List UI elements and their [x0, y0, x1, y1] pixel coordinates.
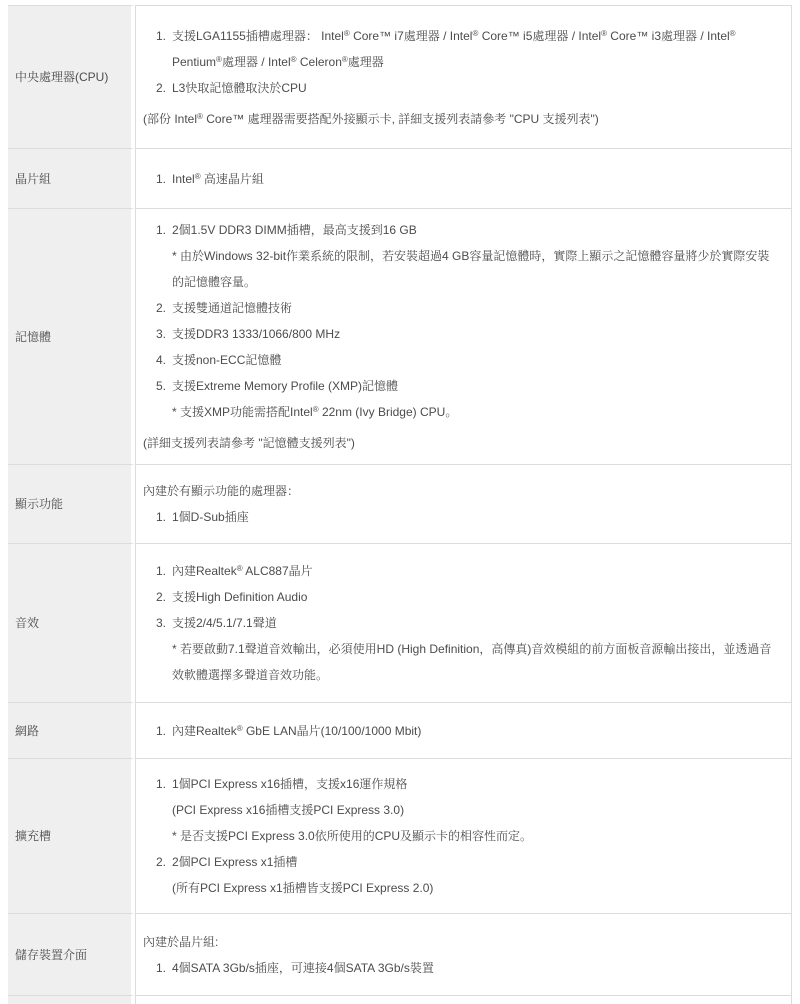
item-body [172, 166, 781, 192]
row-content [135, 995, 792, 1004]
item-body [172, 955, 781, 981]
row-items [143, 558, 781, 688]
item-note: (PCI Express x16插槽支援PCI Express 3.0) [172, 803, 405, 817]
row-label: 中央處理器(CPU) [8, 5, 135, 148]
list-item [156, 217, 781, 295]
item-number: 3. [156, 616, 167, 630]
item-body [172, 849, 781, 901]
item-number: 1. [156, 171, 167, 186]
item-note: * 若要啟動7.1聲道音效輸出，必須使用HD (High Definition，高傳真)音效模組的前方面板音源輸出接出，並透過音效軟體選擇多聲道音效功能。 [172, 642, 772, 682]
row-label: 晶片組 [8, 148, 135, 208]
list-item [156, 166, 781, 192]
item-number: 2. [156, 80, 167, 95]
list-item [156, 718, 781, 744]
item-number: 2. [156, 301, 167, 315]
item-number: 1. [156, 564, 167, 578]
item-note: * 由於Windows 32-bit作業系統的限制，若安裝超過4 GB容量記憶體時，實際上顯示之記憶體容量將少於實際安裝的記憶體容量。 [172, 249, 770, 289]
item-note: (所有PCI Express x1插槽皆支援PCI Express 2.0) [172, 881, 434, 895]
item-text: 4個SATA 3Gb/s插座，可連接4個SATA 3Gb/s裝置 [172, 960, 434, 975]
spec-table-body [8, 5, 792, 1004]
item-text: 支援2/4/5.1/7.1聲道 [172, 616, 277, 630]
row-label: 記憶體 [8, 208, 135, 464]
item-number: 1. [156, 723, 167, 738]
row-content [135, 913, 792, 995]
item-number: 4. [156, 353, 167, 367]
list-item [156, 504, 781, 530]
row-items [143, 23, 781, 101]
list-item [156, 295, 781, 321]
list-item [156, 849, 781, 901]
list-item [156, 610, 781, 688]
item-number: 5. [156, 379, 167, 393]
item-body [172, 321, 781, 347]
item-text: Intel® 高速晶片組 [172, 171, 264, 186]
row-content [135, 208, 792, 464]
item-body [172, 373, 781, 425]
item-body [172, 75, 781, 101]
row-items [143, 955, 781, 981]
item-note: * 是否支援PCI Express 3.0依所使用的CPU及顯示卡的相容性而定。 [172, 829, 533, 843]
item-text: 2個1.5V DDR3 DIMM插槽，最高支援到16 GB [172, 223, 417, 237]
row-content [135, 5, 792, 148]
item-text: 1個D-Sub插座 [172, 510, 249, 524]
row-intro: 內建於有顯示功能的處理器： [143, 484, 300, 498]
item-note: * 支援XMP功能需搭配Intel® 22nm (Ivy Bridge) CPU。 [172, 405, 458, 419]
row-items [143, 718, 781, 744]
row-intro: 內建於晶片組: [143, 934, 219, 949]
item-number: 1. [156, 223, 167, 237]
item-text: 支援non-ECC記憶體 [172, 353, 282, 367]
list-item [156, 771, 781, 849]
row-items [143, 217, 781, 425]
list-item [156, 347, 781, 373]
item-text: L3快取記憶體取決於CPU [172, 80, 307, 95]
item-text: 支援LGA1155插槽處理器： Intel® Core™ i7處理器 / Intel® Core™ i5處理器 / Intel® Core™ i3處理器 / Intel® Pentium®處理器 / Intel® Celeron®處理器 [172, 28, 736, 69]
row-content [135, 702, 792, 758]
row-label: 網路 [8, 702, 135, 758]
item-text: 支援Extreme Memory Profile (XMP)記憶體 [172, 379, 399, 393]
item-text: 1個PCI Express x16插槽，支援x16運作規格 [172, 777, 408, 791]
table-row [8, 464, 792, 543]
list-item [156, 321, 781, 347]
list-item [156, 584, 781, 610]
list-item [156, 23, 781, 75]
row-items [143, 166, 781, 192]
list-item [156, 955, 781, 981]
table-row [8, 758, 792, 913]
item-number: 1. [156, 777, 167, 791]
item-body [172, 347, 781, 373]
item-number: 1. [156, 510, 167, 524]
list-item [156, 75, 781, 101]
item-text: 支援DDR3 1333/1066/800 MHz [172, 327, 341, 341]
item-body [172, 771, 781, 849]
row-label: 擴充槽 [8, 758, 135, 913]
row-label: 音效 [8, 543, 135, 702]
table-row [8, 995, 792, 1004]
row-content [135, 148, 792, 208]
row-items [143, 771, 781, 901]
table-row [8, 5, 792, 148]
item-body [172, 558, 781, 584]
item-number: 1. [156, 28, 167, 43]
list-item [156, 373, 781, 425]
row-content [135, 758, 792, 913]
item-text: 2個PCI Express x1插槽 [172, 855, 298, 869]
row-label: 顯示功能 [8, 464, 135, 543]
row-content [135, 464, 792, 543]
item-text: 支援雙通道記憶體技術 [172, 301, 293, 315]
item-body [172, 610, 781, 688]
item-body [172, 504, 781, 530]
item-body [172, 295, 781, 321]
table-row [8, 543, 792, 702]
spec-table [8, 5, 792, 1004]
row-label [8, 995, 135, 1004]
row-items [143, 504, 781, 530]
list-item [156, 558, 781, 584]
item-number: 2. [156, 855, 167, 869]
row-footer: (部份 Intel® Core™ 處理器需要搭配外接顯示卡, 詳細支援列表請參考 "CPU 支援列表") [143, 111, 599, 126]
table-row [8, 148, 792, 208]
item-text: 支援High Definition Audio [172, 590, 308, 604]
row-label: 儲存裝置介面 [8, 913, 135, 995]
item-text: 內建Realtek® GbE LAN晶片(10/100/1000 Mbit) [172, 723, 422, 738]
row-footer: (詳細支援列表請參考 "記憶體支援列表") [143, 436, 355, 450]
item-body [172, 718, 781, 744]
item-body [172, 23, 781, 75]
table-row [8, 913, 792, 995]
item-body [172, 584, 781, 610]
item-number: 3. [156, 327, 167, 341]
item-text: 內建Realtek® ALC887晶片 [172, 564, 313, 578]
table-row [8, 208, 792, 464]
item-body [172, 217, 781, 295]
item-number: 2. [156, 590, 167, 604]
table-row [8, 702, 792, 758]
item-number: 1. [156, 960, 167, 975]
row-content [135, 543, 792, 702]
